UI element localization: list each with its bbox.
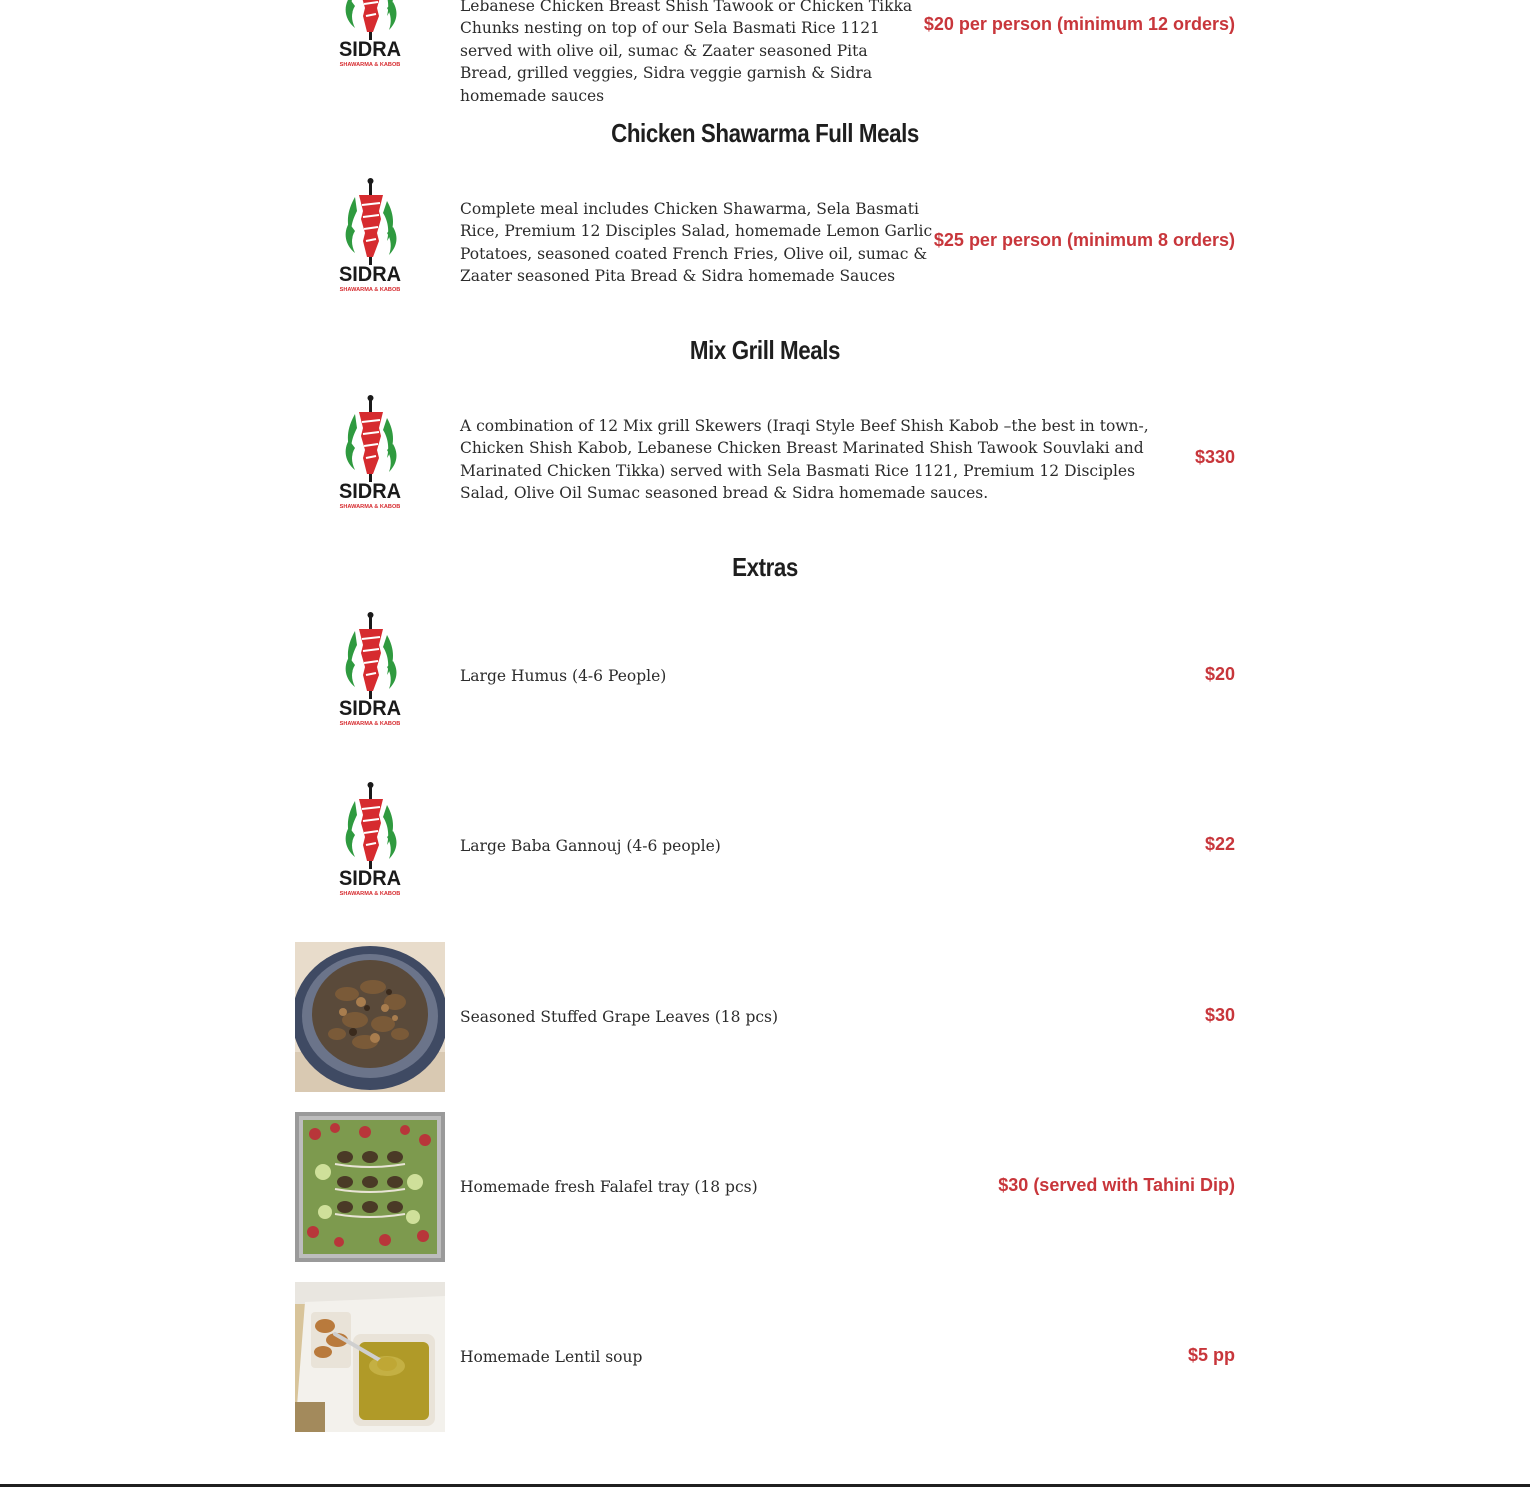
- menu-item-price: $5 pp: [1187, 1345, 1235, 1365]
- svg-text:SHAWARMA & KABOB: SHAWARMA & KABOB: [339, 721, 401, 727]
- sidra-logo-image: [295, 601, 445, 751]
- menu-item-description: Homemade Lentil soup: [460, 1348, 643, 1366]
- svg-text:SIDRA: SIDRA: [338, 479, 402, 504]
- menu-item-chicken-shawarma-full-meal: [295, 167, 1235, 317]
- menu-item-price: $330: [1194, 447, 1235, 467]
- svg-text:SHAWARMA & KABOB: SHAWARMA & KABOB: [339, 287, 401, 293]
- section-title-chicken-shawarma-full-meals: Chicken Shawarma Full Meals: [611, 118, 919, 148]
- sidra-logo-image: [295, 771, 445, 921]
- menu-item-falafel-tray: [295, 1112, 1235, 1262]
- menu-item-description: Complete meal includes Chicken Shawarma, Sela Basmati Rice, Premium 12 Disciples Salad, homemade Lemon Garlic Potatoes, seasoned coated French Fries, Olive oil, sumac & Zaater seasoned Pita Bread & Sidra homemade Sauces: [460, 200, 933, 286]
- menu-item-large-humus: [295, 601, 1235, 751]
- grape-leaves-photo: [295, 942, 445, 1092]
- section-title-extras: Extras: [732, 552, 798, 582]
- menu-item-description: Seasoned Stuffed Grape Leaves (18 pcs): [460, 1008, 779, 1026]
- svg-text:SHAWARMA & KABOB: SHAWARMA & KABOB: [339, 504, 401, 510]
- svg-text:SIDRA: SIDRA: [338, 262, 402, 287]
- svg-text:SHAWARMA & KABOB: SHAWARMA & KABOB: [339, 62, 401, 68]
- menu-item-price: $30 (served with Tahini Dip): [998, 1175, 1235, 1195]
- menu-item-price: $30: [1204, 1005, 1235, 1025]
- svg-text:SIDRA: SIDRA: [338, 696, 402, 721]
- menu-item-description: A combination of 12 Mix grill Skewers (Iraqi Style Beef Shish Kabob –the best in town-, Chicken Shish Kabob, Lebanese Chicken Breast Marinated Shish Tawook Souvlaki and Marinated Chicken Tikka) served with Sela Basmati Rice 1121, Premium 12 Disciples Salad, Olive Oil Sumac seasoned bread & Sidra homemade sauces.: [460, 417, 1149, 503]
- menu-item-description: Lebanese Chicken Breast Shish Tawook or Chicken Tikka Chunks nesting on top of our Sela Basmati Rice 1121 served with olive oil, sumac & Zaater seasoned Pita Bread, grilled veggies, Sidra veggie garnish & Sidra homemade sauces: [460, 0, 913, 105]
- svg-text:SHAWARMA & KABOB: SHAWARMA & KABOB: [339, 891, 401, 897]
- sidra-logo-image: [295, 384, 445, 534]
- menu-item-chicken-tawook-tikka-meal: [295, 0, 1235, 105]
- menu-item-lentil-soup: [295, 1282, 1235, 1432]
- section-title-mix-grill-meals: Mix Grill Meals: [689, 335, 841, 365]
- menu-item-price: $25 per person (minimum 8 orders): [933, 230, 1235, 250]
- menu-item-mix-grill-meal: [295, 384, 1235, 534]
- menu-item-description: Large Humus (4-6 People): [460, 667, 667, 685]
- menu-item-description: Homemade fresh Falafel tray (18 pcs): [460, 1178, 758, 1196]
- menu-item-price: $22: [1204, 834, 1235, 854]
- menu-item-stuffed-grape-leaves: [295, 942, 1235, 1092]
- sidra-logo-image: [295, 167, 445, 317]
- falafel-tray-photo: [295, 1112, 445, 1262]
- menu-item-price: $20 per person (minimum 12 orders): [923, 14, 1235, 34]
- menu-item-large-baba-gannouj: [295, 771, 1235, 921]
- menu-item-description: Large Baba Gannouj (4-6 people): [460, 837, 721, 855]
- lentil-soup-photo: [295, 1282, 445, 1432]
- sidra-logo-image: [295, 0, 445, 92]
- menu-item-price: $20: [1204, 664, 1235, 684]
- svg-text:SIDRA: SIDRA: [338, 866, 402, 891]
- svg-text:SIDRA: SIDRA: [338, 37, 402, 62]
